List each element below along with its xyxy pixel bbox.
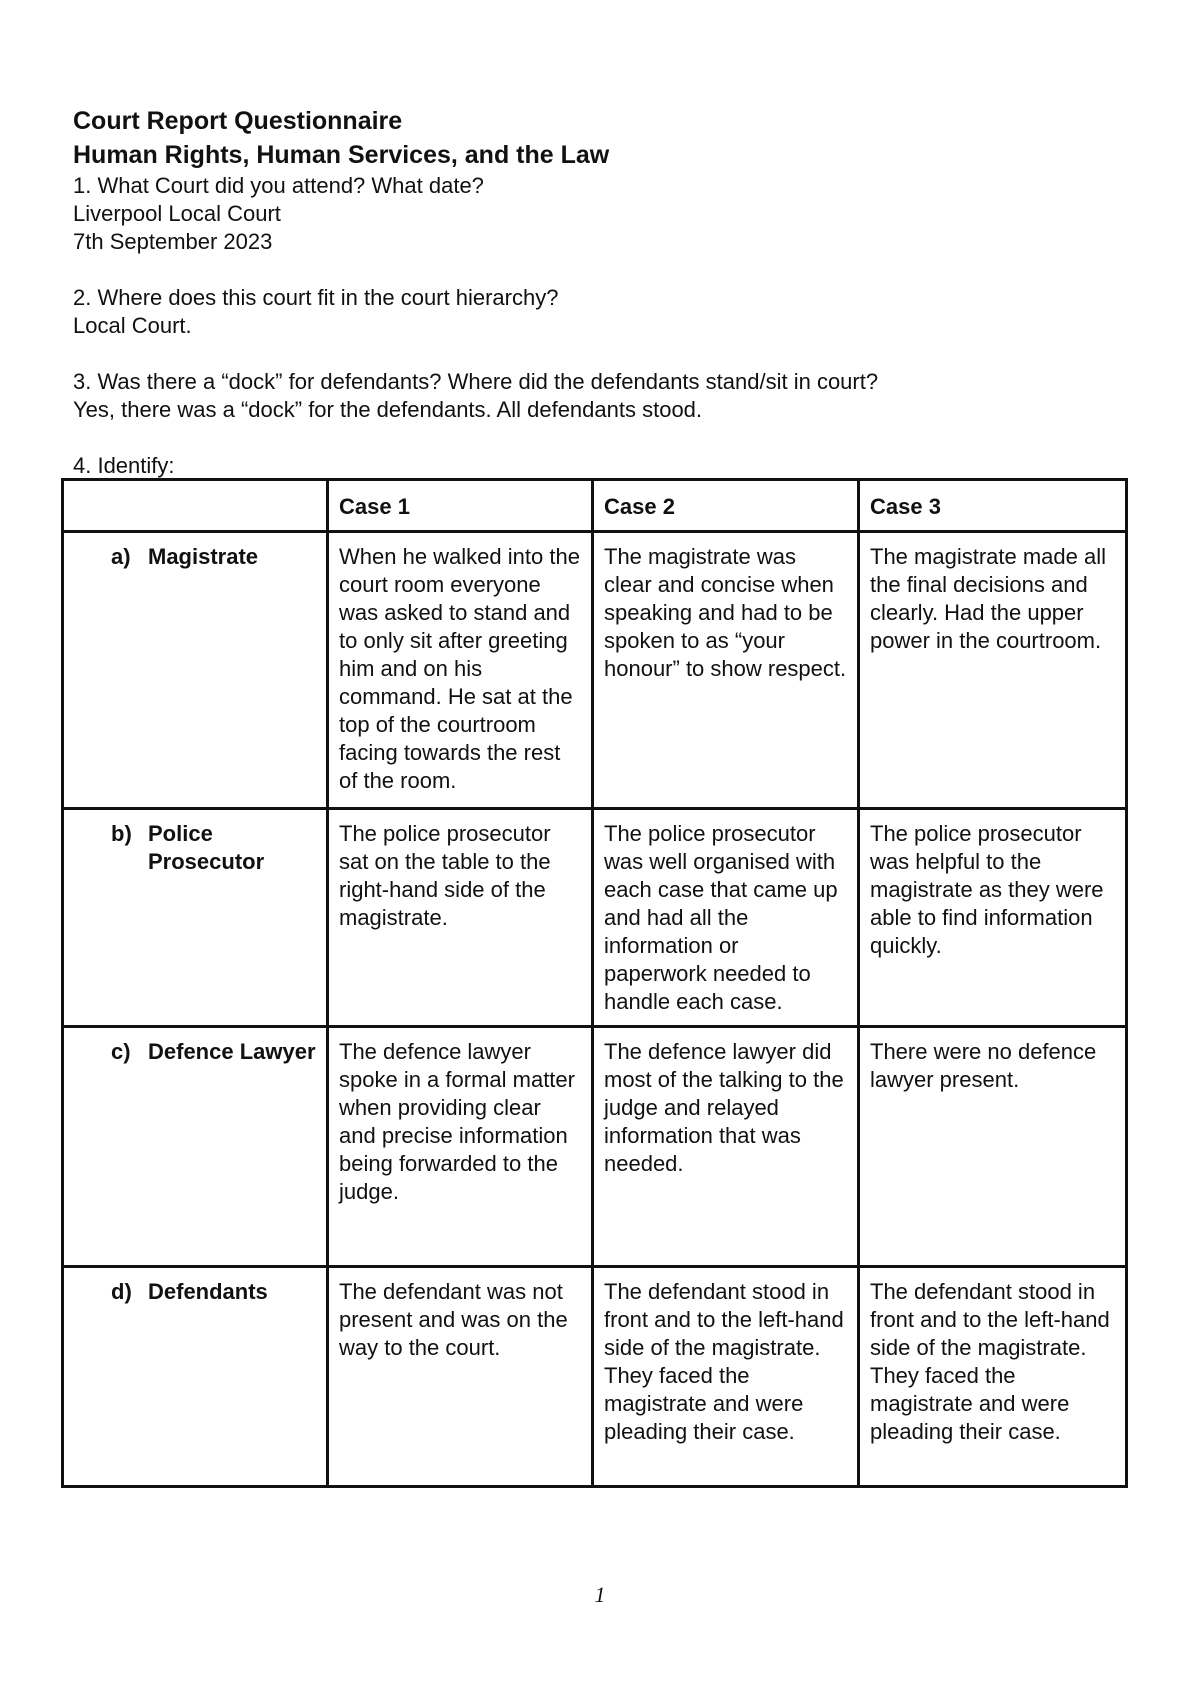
answer-3: Yes, there was a “dock” for the defendants. All defendants stood. — [73, 397, 703, 422]
table-row-defendants — [63, 1267, 1127, 1487]
row-name: Defendants — [148, 1279, 268, 1304]
row-name: Magistrate — [148, 544, 259, 569]
table-row-police-prosecutor — [63, 809, 1127, 1027]
row-label-cell — [63, 532, 328, 809]
table-cell: The police prosecutor was well organised with each case that came up and had all the information or paperwork needed to handle each case. — [593, 809, 859, 1027]
answer-1-court: Liverpool Local Court — [73, 201, 281, 226]
table-header-case-2: Case 2 — [593, 480, 859, 532]
document-body — [73, 104, 1133, 480]
question-4-label: 4. Identify: — [73, 453, 175, 478]
table-header-empty — [63, 480, 328, 532]
table-cell: The magistrate was clear and concise when speaking and had to be spoken to as “your honour” to show respect. — [593, 532, 859, 809]
identify-table — [61, 478, 1128, 1488]
row-letter: d) — [111, 1279, 132, 1304]
question-1: 1. What Court did you attend? What date? — [73, 173, 484, 198]
table-header-case-3: Case 3 — [859, 480, 1127, 532]
row-name: Defence Lawyer — [148, 1039, 316, 1064]
question-3: 3. Was there a “dock” for defendants? Where did the defendants stand/sit in court? — [73, 369, 879, 394]
table-row-magistrate — [63, 532, 1127, 809]
row-letter: c) — [111, 1039, 131, 1064]
row-name: Police Prosecutor — [148, 821, 265, 874]
table-header-row — [63, 480, 1127, 532]
table-cell: The police prosecutor was helpful to the magistrate as they were able to find information quickly. — [859, 809, 1127, 1027]
row-label-cell — [63, 1267, 328, 1487]
table-cell: When he walked into the court room everyone was asked to stand and to only sit after greeting him and on his command. He sat at the top of the courtroom facing towards the rest of the room. — [328, 532, 593, 809]
table-row-defence-lawyer — [63, 1027, 1127, 1267]
table-cell: There were no defence lawyer present. — [859, 1027, 1127, 1267]
table-cell: The police prosecutor sat on the table to the right-hand side of the magistrate. — [328, 809, 593, 1027]
document-subtitle: Human Rights, Human Services, and the Law — [73, 141, 610, 169]
table-cell: The magistrate made all the final decisions and clearly. Had the upper power in the courtroom. — [859, 532, 1127, 809]
page-number: 1 — [594, 1582, 606, 1607]
table-cell: The defence lawyer spoke in a formal matter when providing clear and precise information being forwarded to the judge. — [328, 1027, 593, 1267]
question-2: 2. Where does this court fit in the court hierarchy? — [73, 285, 559, 310]
row-label-cell — [63, 809, 328, 1027]
table-header-case-1: Case 1 — [328, 480, 593, 532]
table-cell: The defence lawyer did most of the talking to the judge and relayed information that was needed. — [593, 1027, 859, 1267]
answer-1-date: 7th September 2023 — [73, 229, 273, 254]
document-title: Court Report Questionnaire — [73, 107, 403, 135]
table-cell: The defendant stood in front and to the left-hand side of the magistrate. They faced the magistrate and were pleading their case. — [859, 1267, 1127, 1487]
row-label-cell — [63, 1027, 328, 1267]
table-cell: The defendant was not present and was on the way to the court. — [328, 1267, 593, 1487]
answer-2: Local Court. — [73, 313, 192, 338]
row-letter: a) — [111, 544, 131, 569]
row-letter: b) — [111, 821, 132, 846]
table-cell: The defendant stood in front and to the left-hand side of the magistrate. They faced the magistrate and were pleading their case. — [593, 1267, 859, 1487]
